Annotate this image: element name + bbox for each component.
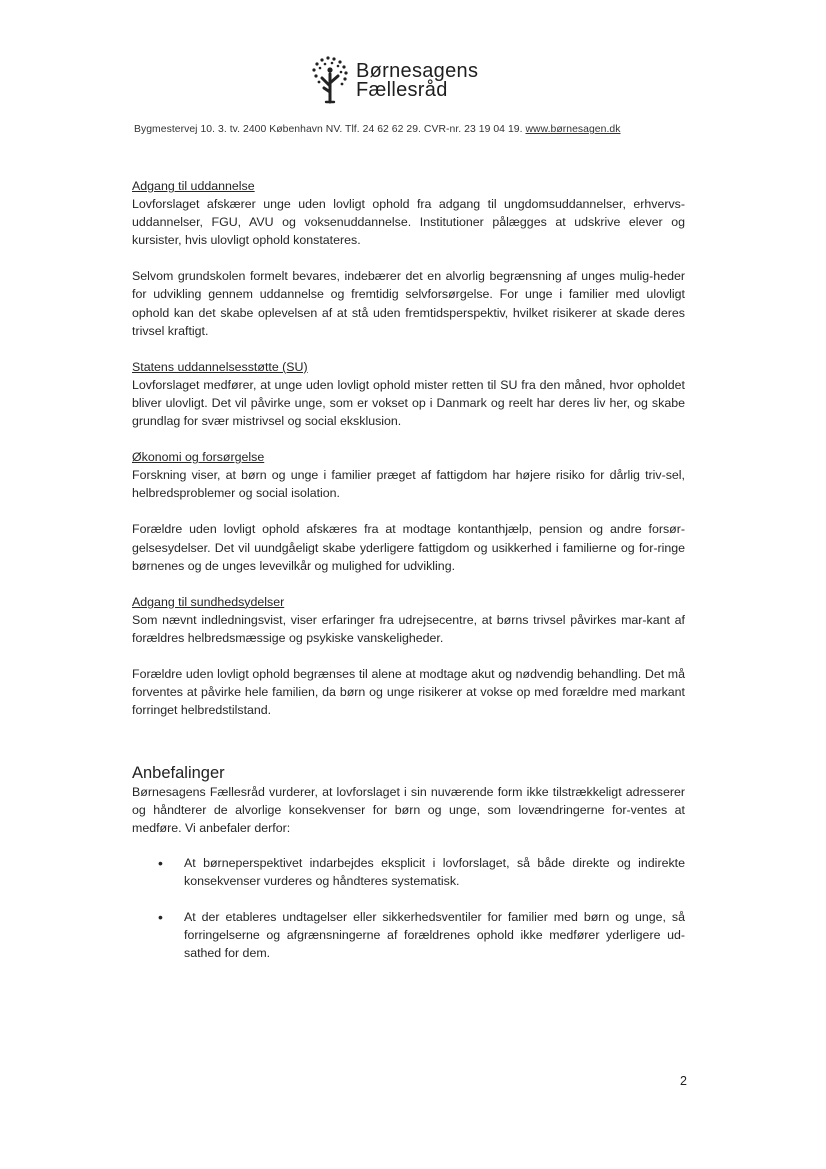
address-line <box>134 124 694 135</box>
section-recommendations <box>132 763 685 962</box>
section-education <box>132 177 685 340</box>
section-heading: Adgang til uddannelse <box>132 179 255 193</box>
list-item: • At børneperspektivet indarbejdes eksplicit i lovforslaget, så både direkte og indirekte konsekvenser vurderes og håndteres systematisk. <box>132 854 685 890</box>
section-heading: Økonomi og forsørgelse <box>132 450 265 465</box>
recommendations-intro: Børnesagens Fællesråd vurderer, at lovforslaget i sin nuværende form ikke tilstrækkeligt adresserer og håndterer de alvorlige konsekvenser for børn og unge, som lovændringerne for-ventes at medføre. Vi anbefaler derfor: <box>132 785 685 836</box>
section-heading: Statens uddannelsesstøtte (SU) <box>132 359 308 374</box>
list-item: • At der etableres undtagelser eller sikkerhedsventiler for familier med børn og unge, så forringelserne og afgrænsningerne af forældrenes ophold ikke medfører yderligere ud-sathed for dem. <box>132 908 685 962</box>
section-paragraph: Forældre uden lovligt ophold begrænses til alene at modtage akut og nødvendig behandling. Det må forventes at påvirke hele familien, da børn og unge risikerer at vokse op med forældre med markant forringet helbredstilstand. <box>132 666 685 718</box>
section-paragraph: Som nævnt indledningsvist, viser erfaringer fra udrejsecentre, at børns trivsel påvirkes mar-kant af forældres helbredsmæssige og psykiske vanskeligheder. <box>132 612 685 645</box>
document-body <box>132 177 685 980</box>
section-paragraph: Forskning viser, at børn og unge i familier præget af fattigdom har højere risiko for dårlig triv-sel, helbredsproblemer og social isolation. <box>132 468 685 501</box>
recommendations-title: Anbefalinger <box>132 764 225 783</box>
tree-logo-icon <box>306 56 354 108</box>
logo-line-2: Fællesråd <box>356 79 448 101</box>
website-link[interactable]: www.børnesagen.dk <box>525 124 621 135</box>
page-number: 2 <box>680 1074 687 1088</box>
section-economy <box>132 448 685 575</box>
organization-logo <box>306 56 526 112</box>
address-text: Bygmestervej 10. 3. tv. 2400 København NV. Tlf. 24 62 62 29. CVR-nr. 23 19 04 19. <box>134 124 523 135</box>
section-health <box>132 593 685 720</box>
section-paragraph: Forældre uden lovligt ophold afskæres fra at modtage kontanthjælp, pension og andre forsør-gelsesydelser. Det vil uundgåeligt skabe yderligere fattigdom og usikkerhed i familierne og for-ringe børnenes og de unges levevilkår og mulighed for udvikling. <box>132 522 685 573</box>
section-paragraph: Selvom grundskolen formelt bevares, indebærer det en alvorlig begrænsning af unges mulig-heder for udvikling gennem uddannelse og fremtidig selvforsørgelse. For unge i familier med ulovligt ophold kan det skabe oplevelsen af at stå uden fremtidsperspektiv, hvilket risikerer at skade deres trivsel kraftigt. <box>132 269 685 338</box>
section-paragraph: Lovforslaget medfører, at unge uden lovligt ophold mister retten til SU fra den måned, hvor opholdet bliver ulovligt. Det vil påvirke unge, som er vokset op i Danmark og reelt har deres liv her, og skabe grundlag for svær mistrivsel og social eksklusion. <box>132 377 685 429</box>
logo-line-1: Børnesagens <box>356 60 479 82</box>
section-su <box>132 358 685 430</box>
section-heading: Adgang til sundhedsydelser <box>132 594 285 609</box>
recommendations-list <box>132 854 685 962</box>
logo-wordmark <box>356 62 478 100</box>
section-paragraph: Lovforslaget afskærer unge uden lovligt ophold fra adgang til ungdomsuddannelser, erhvervs-uddannelser, FGU, AVU og voksenuddannelse. Institutioner pålægges at udskrive elever og kursister, hvis ulovligt ophold konstateres. <box>132 197 685 248</box>
